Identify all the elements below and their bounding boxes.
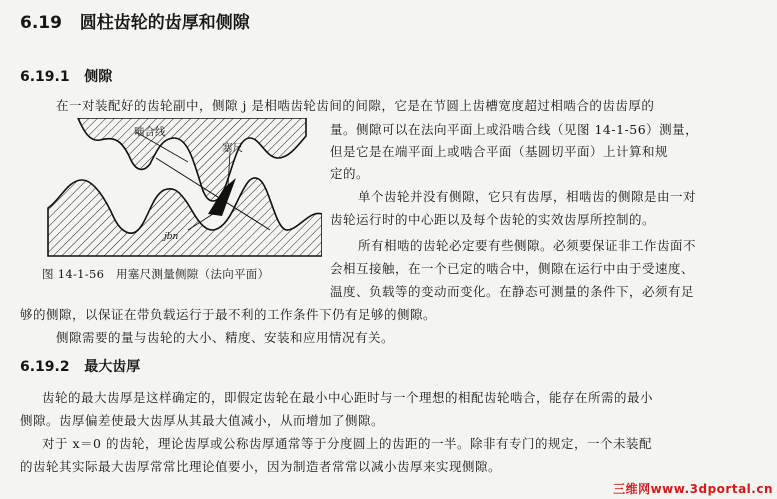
subsection-1-title: 侧隙 bbox=[84, 69, 113, 85]
sub1-line-10: 够的侧隙，以保证在带负载运行于最不利的工作条件下仍有足够的侧隙。 bbox=[20, 307, 437, 322]
sub1-line-3: 但是它是在端平面上或啮合平面（基圆切平面）上计算和规 bbox=[330, 144, 669, 159]
sub2-line-3: 对于 x＝0 的齿轮，理论齿厚或公称齿厚通常等于分度圆上的齿距的一半。除非有专门的规定，一个未装配 bbox=[42, 436, 652, 451]
sub1-line-9: 温度、负载等的变动而变化。在静态可测量的条件下，必须有足 bbox=[330, 284, 695, 299]
sub2-line-2: 侧隙。齿厚偏差使最大齿厚从其最大值减小，从而增加了侧隙。 bbox=[20, 413, 385, 428]
sub2-line-1: 齿轮的最大齿厚是这样确定的，即假定齿轮在最小中心距时与一个理想的相配齿轮啮合，能存在所需的最小 bbox=[42, 390, 654, 405]
section-heading bbox=[20, 8, 250, 33]
subsection-2-number: 6.19.2 bbox=[20, 359, 70, 375]
sub1-line-5: 单个齿轮并没有侧隙，它只有齿厚，相啮齿的侧隙是由一对 bbox=[358, 189, 697, 204]
sub1-line-11: 侧隙需要的量与齿轮的大小、精度、安装和应用情况有关。 bbox=[56, 330, 395, 345]
subsection-1-heading bbox=[20, 66, 112, 86]
watermark-link[interactable]: 三维网www.3dportal.cn bbox=[613, 482, 773, 496]
figure-caption: 图 14-1-56 用塞尺测量侧隙（法向平面） bbox=[42, 267, 270, 281]
sub1-line-8: 会相互接触，在一个已定的啮合中，侧隙在运行中由于受速度、 bbox=[330, 261, 695, 276]
upper-gear bbox=[78, 118, 306, 201]
label-line-of-action: 啮合线 bbox=[134, 126, 166, 138]
subsection-2-heading bbox=[20, 356, 140, 376]
label-jbn: jbn bbox=[164, 232, 179, 242]
gear-backlash-figure bbox=[38, 118, 322, 258]
sub1-line-2: 量。侧隙可以在法向平面上或沿啮合线（见图 14-1-56）测量， bbox=[330, 122, 699, 137]
subsection-2-title: 最大齿厚 bbox=[84, 359, 141, 375]
subsection-1-number: 6.19.1 bbox=[20, 69, 70, 85]
sub1-line-7: 所有相啮的齿轮必定要有些侧隙。必须要保证非工作齿面不 bbox=[358, 238, 697, 253]
sub1-line-6: 齿轮运行时的中心距以及每个齿轮的实效齿厚所控制的。 bbox=[330, 212, 656, 227]
section-title: 圆柱齿轮的齿厚和侧隙 bbox=[79, 13, 250, 33]
gear-mesh-drawing bbox=[38, 118, 322, 258]
sub1-line-4: 定的。 bbox=[330, 166, 370, 181]
lower-gear bbox=[48, 178, 322, 256]
section-number: 6.19 bbox=[20, 13, 62, 33]
sub1-line-1: 在一对装配好的齿轮副中，侧隙 j 是相啮齿轮齿间的间隙，它是在节圆上齿槽宽度超过相啮合的齿齿厚的 bbox=[56, 98, 655, 113]
label-feeler-gauge: 塞尺 bbox=[222, 142, 243, 154]
sub2-line-4: 的齿轮其实际最大齿厚常常比理论值要小，因为制造者常常以减小齿厚来实现侧隙。 bbox=[20, 459, 502, 474]
